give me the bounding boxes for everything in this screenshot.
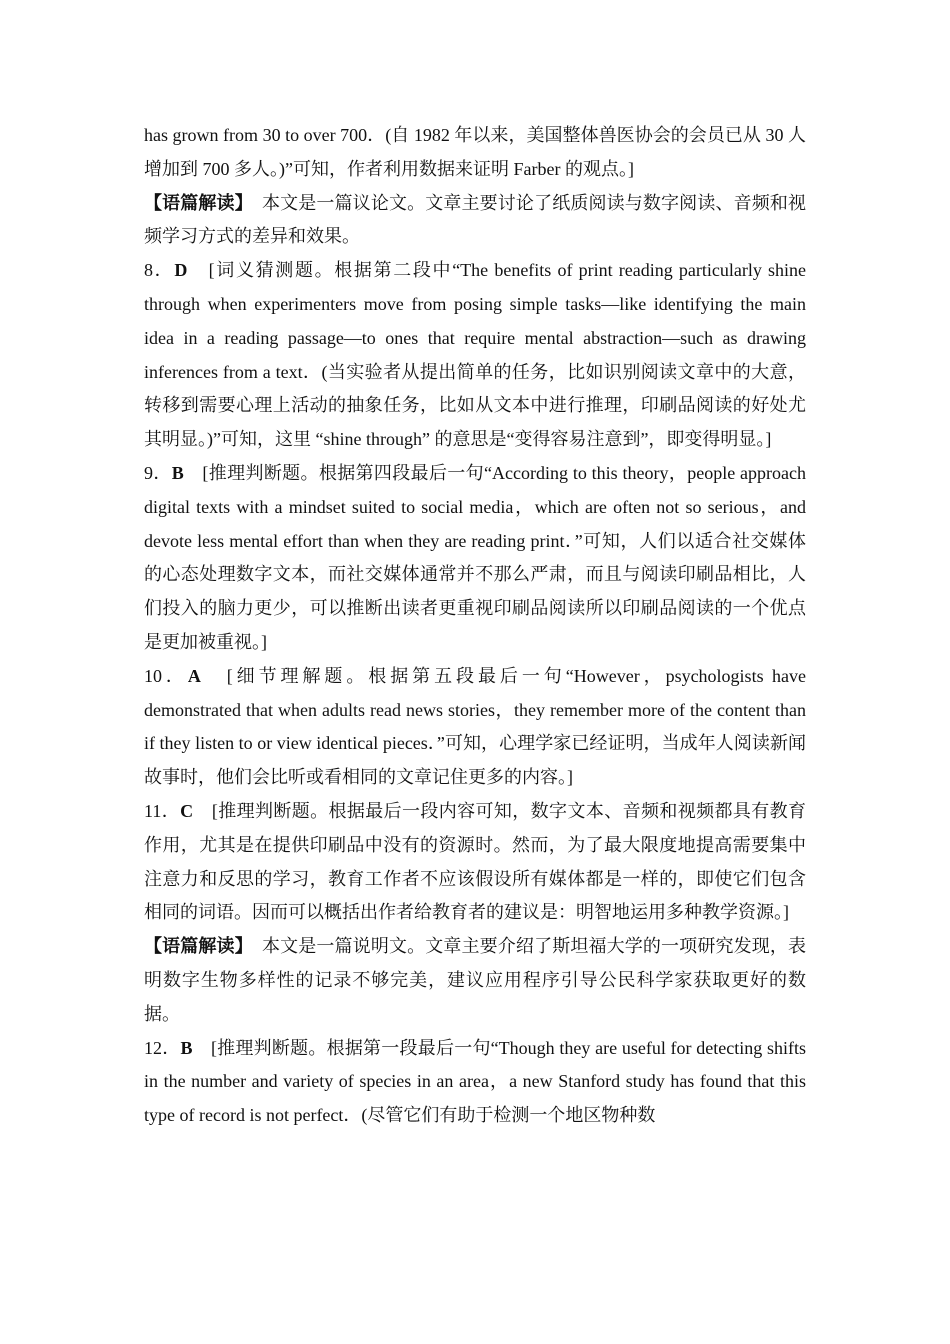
question-number: 10． <box>144 665 188 686</box>
answer-letter: D <box>174 260 188 281</box>
answer-letter: B <box>171 462 184 483</box>
question-number: 9． <box>144 462 172 483</box>
paragraph-continuation <box>144 119 806 187</box>
answer-item-8 <box>144 254 806 457</box>
explanation-text: [细节理解题。根据第五段最后一句“However，psychologists have demonstrated that when adults read news stories，they remember more of the content than if they listen to or view identical pieces．”可知，心理学家已经证明，当成年人阅读新闻故事时，他们会比听或看相同的文章记住更多的内容。] <box>144 665 806 788</box>
section-label: 【语篇解读】 <box>144 192 244 213</box>
reading-analysis-1 <box>144 187 806 255</box>
answer-item-12 <box>144 1032 806 1133</box>
explanation-text: [推理判断题。根据第一段最后一句“Though they are useful for detecting shifts in the number and variety of species in an area，a new Stanford study has found that this type of record is not perfect．(尽管它们有助于检测一个地区物种数 <box>144 1037 806 1126</box>
document-page <box>144 119 806 1133</box>
answer-letter: C <box>180 800 194 821</box>
explanation-text: [推理判断题。根据第四段最后一句“According to this theory，people approach digital texts with a mindset suited to social media，which are often not so serious，and devote less mental effort than when they are reading print．”可知，人们以适合社交媒体的心态处理数字文本，而社交媒体通常并不那么严肃，而且与阅读印刷品相比，人们投入的脑力更少，可以推断出读者更重视印刷品阅读所以印刷品阅读的一个优点是更加被重视。] <box>144 462 807 652</box>
answer-letter: A <box>187 665 201 686</box>
explanation-text: [推理判断题。根据最后一段内容可知，数字文本、音频和视频都具有教育作用，尤其是在提供印刷品中没有的资源时。然而，为了最大限度地提高需要集中注意力和反思的学习，教育工作者不应该假设所有媒体都是一样的，即使它们包含相同的词语。因而可以概括出作者给教育者的建议是：明智地运用多种教学资源。] <box>144 800 806 923</box>
question-number: 8． <box>144 260 175 281</box>
section-label: 【语篇解读】 <box>144 936 244 957</box>
answer-item-9 <box>144 457 806 660</box>
question-number: 11． <box>144 800 181 821</box>
answer-item-10 <box>144 660 806 795</box>
paragraph-text: 本文是一篇说明文。文章主要介绍了斯坦福大学的一项研究发现，表明数字生物多样性的记录不够完美，建议应用程序引导公民科学家获取更好的数据。 <box>144 936 807 1024</box>
question-number: 12． <box>144 1037 181 1058</box>
paragraph-text: has grown from 30 to over 700．(自 1982 年以来，美国整体兽医协会的会员已从 30 人增加到 700 多人。)”可知，作者利用数据来证明 Farber 的观点。] <box>144 125 806 179</box>
explanation-text: [词义猜测题。根据第二段中“The benefits of print reading particularly shine through when experimenters move from posing simple tasks—like identifying the main idea in a reading passage—to ones that require mental abstraction—such as drawing inferences from a text．(当实验者从提出简单的任务，比如识别阅读文章中的大意，转移到需要心理上活动的抽象任务，比如从文本中进行推理，印刷品阅读的好处尤其明显。)”可知，这里 “shine through” 的意思是“变得容易注意到”，即变得明显。] <box>144 260 807 450</box>
answer-letter: B <box>180 1037 193 1058</box>
paragraph-text: 本文是一篇议论文。文章主要讨论了纸质阅读与数字阅读、音频和视频学习方式的差异和效果。 <box>144 192 807 247</box>
reading-analysis-2 <box>144 930 806 1031</box>
answer-item-11 <box>144 795 806 930</box>
